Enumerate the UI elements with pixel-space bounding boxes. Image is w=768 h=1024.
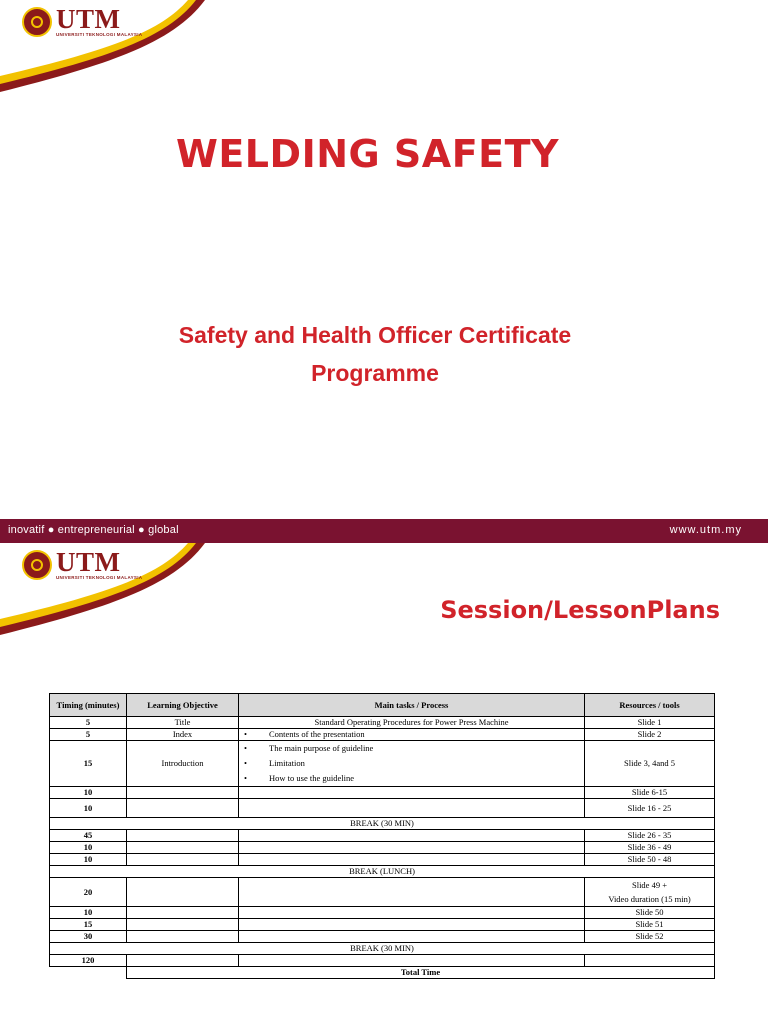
break-cell: BREAK (LUNCH) [50, 866, 715, 878]
table-row [50, 854, 715, 866]
resources-cell: Slide 50 - 48 [585, 854, 715, 866]
objective-cell: Index [127, 729, 239, 741]
timing-cell: 5 [50, 729, 127, 741]
task-cell [239, 830, 585, 842]
resources-cell: Slide 50 [585, 907, 715, 919]
table-header-row [50, 694, 715, 717]
lesson-plan-table [49, 693, 715, 979]
task-cell [239, 787, 585, 799]
resources-cell: Slide 16 - 25 [585, 799, 715, 818]
timing-cell: 10 [50, 787, 127, 799]
slide-title: Session/LessonPlans [440, 596, 720, 624]
task-bullet: • Contents of the presentation [241, 729, 582, 740]
logo-tagline: UNIVERSITI TEKNOLOGI MALAYSIA [56, 575, 143, 580]
objective-cell: Introduction [127, 741, 239, 787]
objective-cell [127, 854, 239, 866]
timing-cell: 45 [50, 830, 127, 842]
resources-cell: Slide 6-15 [585, 787, 715, 799]
resources-cell: Slide 51 [585, 919, 715, 931]
task-cell [239, 741, 585, 787]
resources-cell: Slide 3, 4and 5 [585, 741, 715, 787]
break-row [50, 866, 715, 878]
break-row [50, 818, 715, 830]
utm-logo [22, 6, 142, 38]
table-row [50, 799, 715, 818]
timing-cell: 20 [50, 878, 127, 907]
table-row [50, 907, 715, 919]
timing-cell: 10 [50, 854, 127, 866]
task-cell [239, 955, 585, 967]
objective-cell [127, 842, 239, 854]
objective-cell [127, 878, 239, 907]
header-resources: Resources / tools [585, 694, 715, 717]
table-row [50, 955, 715, 967]
break-cell: BREAK (30 MIN) [50, 943, 715, 955]
resources-line: Slide 49 + [631, 880, 668, 890]
lesson-plan-slide [0, 543, 768, 1024]
task-cell [239, 854, 585, 866]
break-cell: BREAK (30 MIN) [50, 818, 715, 830]
timing-cell: 10 [50, 907, 127, 919]
timing-cell: 120 [50, 955, 127, 967]
slide-title: WELDING SAFETY [175, 132, 560, 176]
timing-cell: 10 [50, 842, 127, 854]
task-cell [239, 931, 585, 943]
resources-cell [585, 955, 715, 967]
utm-seal-icon [22, 550, 52, 580]
resources-cell: Slide 52 [585, 931, 715, 943]
task-bullet: • The main purpose of guideline [241, 741, 582, 756]
utm-seal-icon [22, 7, 52, 37]
objective-cell [127, 931, 239, 943]
footer-bar [0, 519, 768, 543]
utm-logo [22, 549, 142, 581]
resources-cell: Slide 1 [585, 717, 715, 729]
timing-cell: 10 [50, 799, 127, 818]
table-row [50, 878, 715, 907]
empty-cell [50, 967, 127, 979]
header-objective: Learning Objective [127, 694, 239, 717]
table-row [50, 787, 715, 799]
table-row [50, 830, 715, 842]
table-row [50, 842, 715, 854]
total-row [50, 967, 715, 979]
objective-cell [127, 907, 239, 919]
resources-cell: Slide 2 [585, 729, 715, 741]
table-row [50, 931, 715, 943]
task-cell [239, 842, 585, 854]
break-row [50, 943, 715, 955]
task-cell: Standard Operating Procedures for Power Press Machine [239, 717, 585, 729]
task-cell [239, 799, 585, 818]
subtitle-line-2: Programme [311, 360, 439, 386]
header-tasks: Main tasks / Process [239, 694, 585, 717]
header-timing: Timing (minutes) [50, 694, 127, 717]
objective-cell [127, 830, 239, 842]
task-cell [239, 729, 585, 741]
task-cell [239, 919, 585, 931]
objective-cell [127, 787, 239, 799]
resources-line: Video duration (15 min) [608, 894, 691, 904]
resources-cell [585, 878, 715, 907]
resources-cell: Slide 26 - 35 [585, 830, 715, 842]
task-cell [239, 878, 585, 907]
total-time-cell: Total Time [127, 967, 715, 979]
task-bullet: • How to use the guideline [241, 771, 582, 786]
table-row [50, 729, 715, 741]
logo-wordmark: UTM [56, 4, 121, 34]
logo-wordmark: UTM [56, 547, 121, 577]
objective-cell [127, 919, 239, 931]
objective-cell [127, 955, 239, 967]
timing-cell: 15 [50, 919, 127, 931]
objective-cell: Title [127, 717, 239, 729]
table-row [50, 741, 715, 787]
subtitle-line-1: Safety and Health Officer Certificate [178, 322, 572, 348]
resources-cell: Slide 36 - 49 [585, 842, 715, 854]
task-bullet: • Limitation [241, 756, 582, 771]
footer-motto: inovatif ● entrepreneurial ● global [8, 524, 179, 536]
timing-cell: 30 [50, 931, 127, 943]
timing-cell: 5 [50, 717, 127, 729]
table-row [50, 919, 715, 931]
table-row [50, 717, 715, 729]
footer-url: www.utm.my [669, 524, 742, 536]
timing-cell: 15 [50, 741, 127, 787]
logo-tagline: UNIVERSITI TEKNOLOGI MALAYSIA [56, 32, 143, 37]
task-cell [239, 907, 585, 919]
slide-subtitle [0, 316, 750, 392]
objective-cell [127, 799, 239, 818]
